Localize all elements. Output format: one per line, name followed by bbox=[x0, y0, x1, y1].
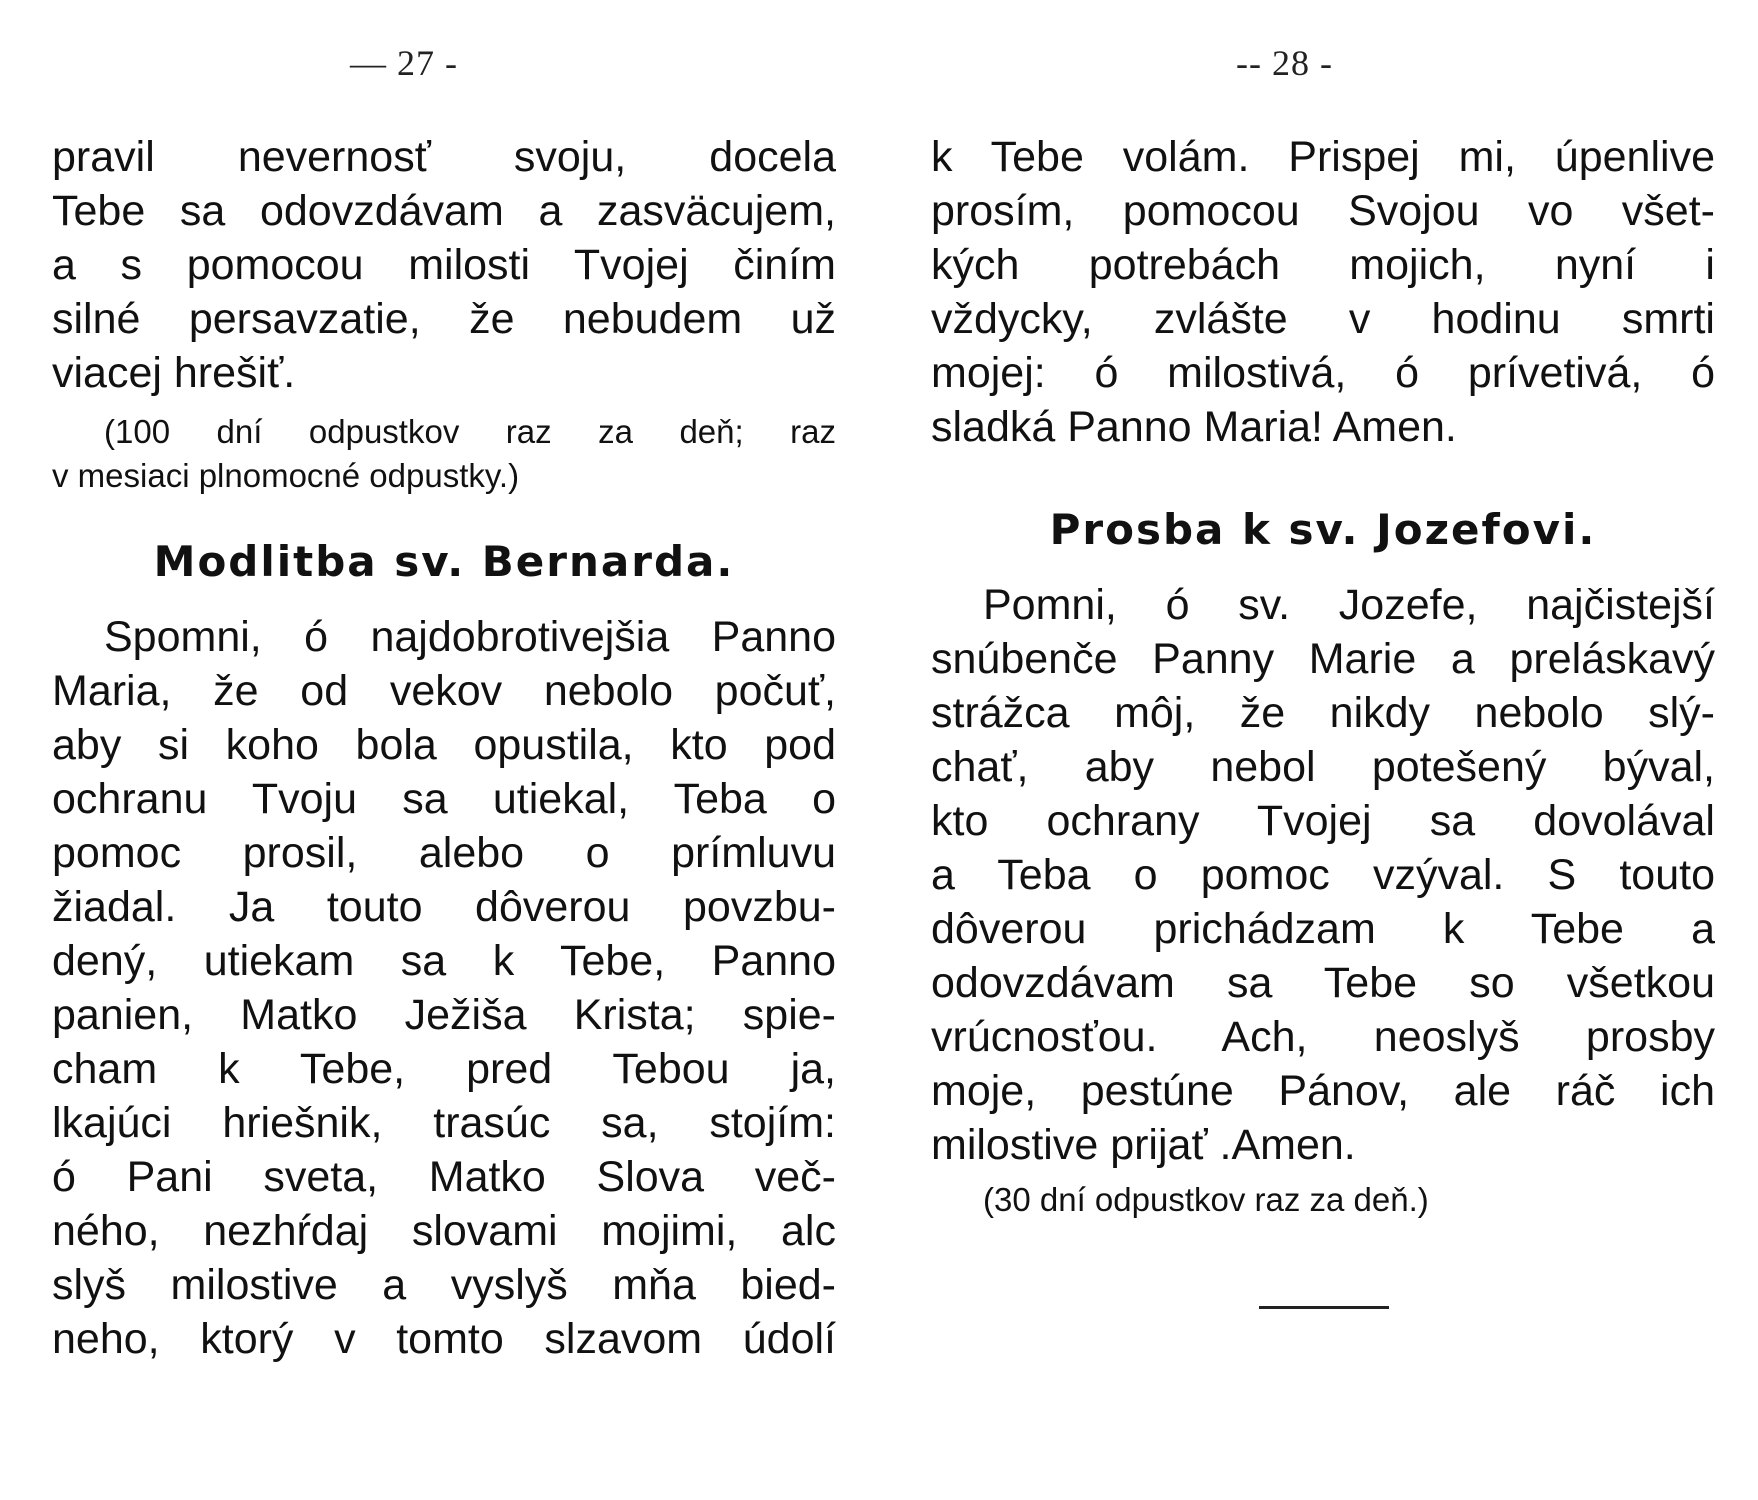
text-line: ó Pani sveta, Matko Slova več- bbox=[52, 1153, 836, 1201]
text-line: chať, aby nebol potešený býval, bbox=[931, 743, 1715, 791]
text-column bbox=[931, 130, 1715, 1222]
indulgence-note-line: (100 dní odpustkov raz za deň; raz bbox=[104, 413, 836, 450]
text-line: vrúcnosťou. Ach, neoslyš prosby bbox=[931, 1013, 1715, 1061]
text-line: cham k Tebe, pred Tebou ja, bbox=[52, 1045, 836, 1093]
text-line: milostive prijať .Amen. bbox=[931, 1121, 1356, 1169]
text-line: dôverou prichádzam k Tebe a bbox=[931, 905, 1715, 953]
text-line: Maria, že od vekov nebolo počuť, bbox=[52, 667, 836, 715]
text-line: kých potrebách mojich, nyní i bbox=[931, 241, 1715, 289]
text-line: silné persavzatie, že nebudem už bbox=[52, 295, 836, 343]
text-line: panien, Matko Ježiša Krista; spie- bbox=[52, 991, 836, 1039]
text-line: aby si koho bola opustila, kto pod bbox=[52, 721, 836, 769]
section-heading: Modlitba sv. Bernarda. bbox=[153, 537, 735, 586]
text-line: odovzdávam sa Tebe so všetkou bbox=[931, 959, 1715, 1007]
text-line: kto ochrany Tvojej sa dovolával bbox=[931, 797, 1715, 845]
text-line: a s pomocou milosti Tvojej činím bbox=[52, 241, 836, 289]
text-line: sladká Panno Maria! Amen. bbox=[931, 403, 1457, 451]
text-line: Tebe sa odovzdávam a zasväcujem, bbox=[52, 187, 836, 235]
text-line: pomoc prosil, alebo o prímluvu bbox=[52, 829, 836, 877]
text-line: mojej: ó milostivá, ó prívetivá, ó bbox=[931, 349, 1715, 397]
text-line: k Tebe volám. Prispej mi, úpenlive bbox=[931, 133, 1715, 181]
page-28 bbox=[879, 0, 1758, 1500]
text-line: pravil nevernosť svoju, docela bbox=[52, 133, 836, 181]
text-line: slyš milostive a vyslyš mňa bied- bbox=[52, 1261, 836, 1309]
indulgence-note-line: v mesiaci plnomocné odpustky.) bbox=[52, 457, 520, 494]
text-column bbox=[52, 130, 836, 1366]
text-line: viacej hrešiť. bbox=[52, 349, 296, 397]
text-line: snúbenče Panny Marie a preláskavý bbox=[931, 635, 1715, 683]
end-rule bbox=[1259, 1306, 1389, 1309]
indulgence-note-line: (30 dní odpustkov raz za deň.) bbox=[983, 1181, 1429, 1218]
text-line: ného, nezhŕdaj slovami mojimi, alc bbox=[52, 1207, 836, 1255]
section-heading: Prosba k sv. Jozefovi. bbox=[1049, 505, 1597, 554]
text-line: neho, ktorý v tomto slzavom údolí bbox=[52, 1315, 836, 1363]
text-line: ochranu Tvoju sa utiekal, Teba o bbox=[52, 775, 836, 823]
text-line: moje, pestúne Pánov, ale ráč ich bbox=[931, 1067, 1715, 1115]
text-line: prosím, pomocou Svojou vo všet- bbox=[931, 187, 1715, 235]
text-line: Pomni, ó sv. Jozefe, najčistejší bbox=[983, 581, 1715, 629]
text-line: lkajúci hriešnik, trasúc sa, stojím: bbox=[52, 1099, 836, 1147]
text-line: vždycky, zvlášte v hodinu smrti bbox=[931, 295, 1715, 343]
page-number: — 27 - bbox=[350, 43, 458, 83]
text-line: a Teba o pomoc vzýval. S touto bbox=[931, 851, 1715, 899]
text-line: dený, utiekam sa k Tebe, Panno bbox=[52, 937, 836, 985]
page-number: -- 28 - bbox=[1236, 43, 1333, 83]
text-line: žiadal. Ja touto dôverou povzbu- bbox=[52, 883, 836, 931]
text-line: strážca môj, že nikdy nebolo slý- bbox=[931, 689, 1715, 737]
text-line: Spomni, ó najdobrotivejšia Panno bbox=[104, 613, 836, 661]
